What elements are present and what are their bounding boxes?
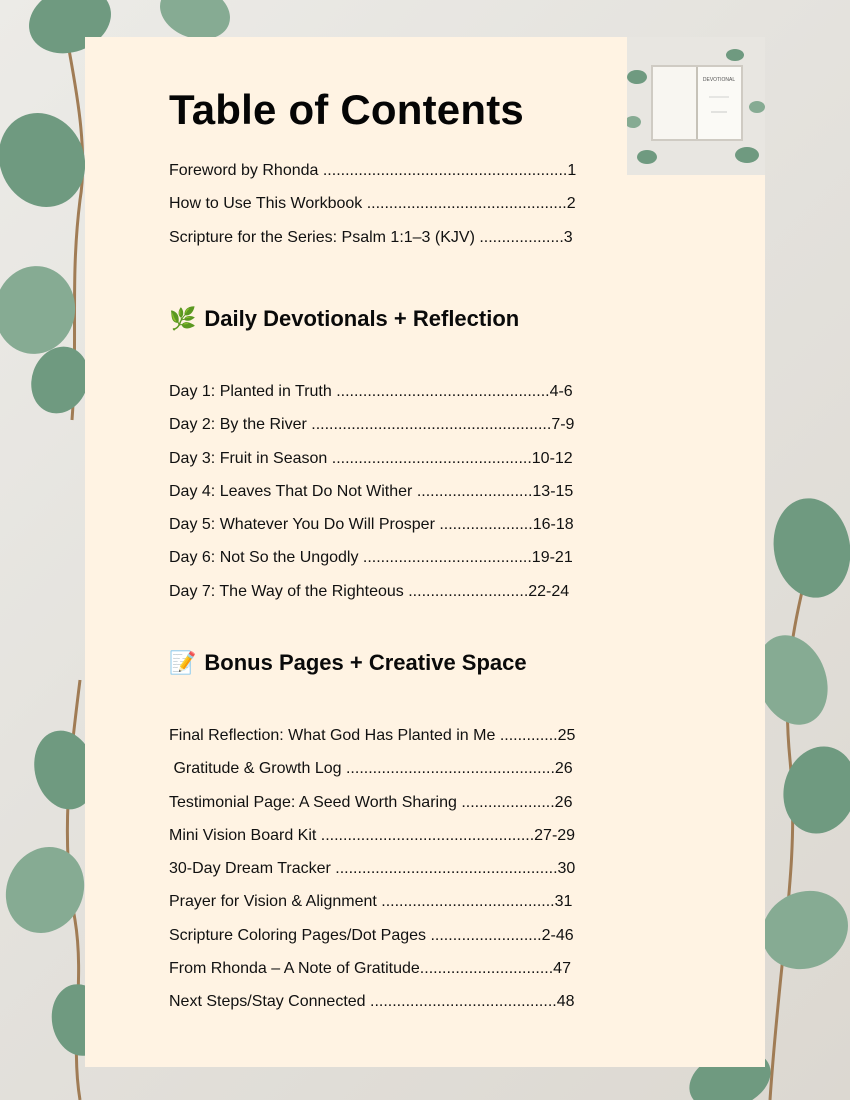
- toc-entry-gratitude-log: Gratitude & Growth Log ...............................................26: [169, 760, 573, 778]
- toc-entry-scripture: Scripture for the Series: Psalm 1:1–3 (KJV) ...................3: [169, 228, 573, 246]
- section-heading-devotionals: [169, 306, 519, 332]
- toc-entry-day-6: Day 6: Not So the Ungodly ......................................19-21: [169, 549, 573, 567]
- page-title: Table of Contents: [169, 86, 524, 133]
- toc-entry-prayer: Prayer for Vision & Alignment .......................................31: [169, 893, 573, 911]
- section-heading-label: Bonus Pages + Creative Space: [204, 650, 527, 675]
- toc-entry-note-of-gratitude: From Rhonda – A Note of Gratitude..............................47: [169, 960, 571, 978]
- toc-entry-dream-tracker: 30-Day Dream Tracker ..................................................30: [169, 860, 576, 878]
- memo-icon: 📝: [169, 650, 197, 675]
- toc-entry-day-7: Day 7: The Way of the Righteous ...........................22-24: [169, 582, 570, 600]
- toc-entry-day-4: Day 4: Leaves That Do Not Wither ..........................13-15: [169, 482, 574, 500]
- section-heading-label: Daily Devotionals + Reflection: [204, 306, 520, 331]
- section-heading-bonus: [169, 650, 527, 676]
- book-thumbnail-image: [627, 37, 765, 175]
- bonus-toc-list: [169, 719, 575, 1019]
- toc-entry-day-3: Day 3: Fruit in Season .............................................10-12: [169, 449, 573, 467]
- toc-entry-day-2: Day 2: By the River ......................................................7-9: [169, 416, 575, 434]
- intro-toc-list: [169, 154, 576, 254]
- devotionals-toc-list: [169, 375, 574, 608]
- toc-entry-foreword: Foreword by Rhonda .......................................................1: [169, 162, 577, 179]
- toc-entry-final-reflection: Final Reflection: What God Has Planted in Me .............25: [169, 727, 576, 744]
- toc-entry-vision-board: Mini Vision Board Kit ................................................27-29: [169, 826, 576, 844]
- thumbnail-book-title: DEVOTIONAL: [702, 77, 736, 83]
- toc-entry-day-5: Day 5: Whatever You Do Will Prosper .....................16-18: [169, 516, 574, 534]
- toc-entry-coloring-pages: Scripture Coloring Pages/Dot Pages .........................2-46: [169, 926, 574, 944]
- toc-entry-next-steps: Next Steps/Stay Connected ..........................................48: [169, 993, 575, 1011]
- toc-entry-testimonial: Testimonial Page: A Seed Worth Sharing .....................26: [169, 793, 573, 811]
- toc-entry-how-to-use: How to Use This Workbook .............................................2: [169, 195, 576, 213]
- toc-entry-day-1: Day 1: Planted in Truth ................................................4-6: [169, 383, 573, 400]
- herb-icon: 🌿: [169, 306, 197, 331]
